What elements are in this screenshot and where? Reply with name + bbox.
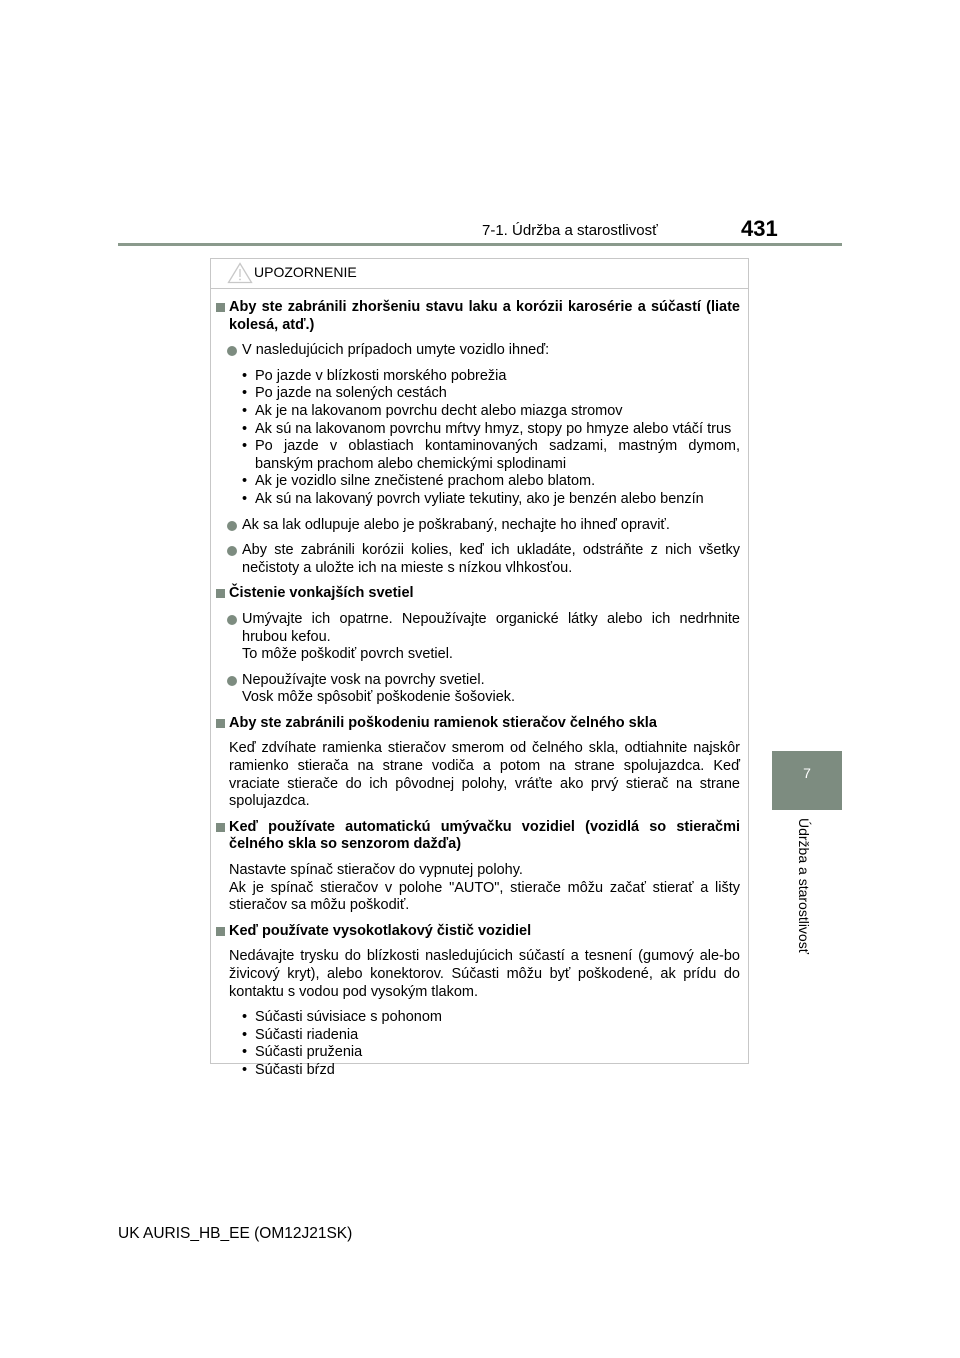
paragraph: Keď zdvíhate ramienka stieračov smerom od čelného skla, odtiahnite najskôr ramienko stierača na strane vodiča a potom na strane spolujazdca. Keď vraciate stierače do ich pôvodnej polohy, vráťte ako prvý stierač na strane spolujazdca.	[229, 740, 740, 810]
list-item: • Po jazde na solených cestách	[211, 385, 748, 403]
section-title: 7-1. Údržba a starostlivosť	[482, 222, 658, 239]
circle-bullet-icon	[227, 676, 237, 686]
circle-item: Nepoužívajte vosk na povrchy svetiel. Vosk môže spôsobiť poškodenie šošoviek.	[211, 672, 748, 707]
list-item: • Súčasti bŕzd	[211, 1062, 748, 1080]
circle-item: Ak sa lak odlupuje alebo je poškrabaný, nechajte ho ihneď opraviť.	[211, 517, 748, 535]
list-item: • Súčasti pruženia	[211, 1044, 748, 1062]
square-bullet-icon	[216, 823, 225, 832]
chapter-number: 7	[803, 765, 811, 781]
circle-item: Umývajte ich opatrne. Nepoužívajte organické látky alebo ich nedrhnite hrubou kefou. To môže poškodiť povrch svetiel.	[211, 611, 748, 664]
section-heading: Keď používate vysokotlakový čistič vozidiel	[211, 923, 748, 941]
square-bullet-icon	[216, 589, 225, 598]
bullet-list	[211, 1009, 748, 1079]
section-heading: Aby ste zabránili zhoršeniu stavu laku a korózii karosérie a súčastí (liate kolesá, atď.)	[211, 299, 748, 334]
circle-bullet-icon	[227, 546, 237, 556]
list-item: • Súčasti súvisiace s pohonom	[211, 1009, 748, 1027]
warning-header	[211, 259, 748, 289]
warning-content	[211, 299, 748, 1088]
warning-box	[210, 258, 749, 1078]
page-number: 431	[741, 216, 778, 241]
circle-bullet-icon	[227, 346, 237, 356]
header-divider	[118, 243, 842, 246]
square-bullet-icon	[216, 927, 225, 936]
square-bullet-icon	[216, 303, 225, 312]
warning-triangle-icon	[227, 262, 253, 284]
section-heading: Čistenie vonkajších svetiel	[211, 585, 748, 603]
list-item: • Ak sú na lakovaný povrch vyliate tekutiny, ako je benzén alebo benzín	[211, 491, 748, 509]
list-item: • Ak je vozidlo silne znečistené prachom alebo blatom.	[211, 473, 748, 491]
list-item: • Ak sú na lakovanom povrchu mŕtvy hmyz, stopy po hmyze alebo vtáčí trus	[211, 421, 748, 439]
chapter-tab	[772, 751, 842, 810]
square-bullet-icon	[216, 719, 225, 728]
list-item: • Po jazde v oblastiach kontaminovaných sadzami, mastným dymom, banským prachom alebo chemickými splodinami	[211, 438, 748, 473]
warning-title: UPOZORNENIE	[254, 264, 357, 280]
list-item: • Ak je na lakovanom povrchu decht alebo miazga stromov	[211, 403, 748, 421]
document-code: UK AURIS_HB_EE (OM12J21SK)	[118, 1225, 353, 1242]
paragraph: Nedávajte trysku do blízkosti nasledujúcich súčastí a tesnení (gumový ale-bo živicový kryt), alebo konektorov. Súčasti môžu byť poškodené, ak prídu do kontaktu s vodou pod vysokým tlakom.	[229, 948, 740, 1000]
section-heading: Aby ste zabránili poškodeniu ramienok stieračov čelného skla	[211, 715, 748, 733]
chapter-title: Údržba a starostlivosť	[796, 818, 812, 954]
circle-item: V nasledujúcich prípadoch umyte vozidlo ihneď:	[211, 342, 748, 360]
list-item: • Po jazde v blízkosti morského pobrežia	[211, 368, 748, 386]
list-item: • Súčasti riadenia	[211, 1027, 748, 1045]
circle-bullet-icon	[227, 615, 237, 625]
paragraph: Nastavte spínač stieračov do vypnutej polohy. Ak je spínač stieračov v polohe "AUTO", stierače môžu začať stierať a lišty stieračov sa môžu poškodiť.	[229, 862, 740, 914]
section-heading: Keď používate automatickú umývačku vozidiel (vozidlá so stieračmi čelného skla so senzorom dažďa)	[211, 819, 748, 854]
circle-item: Aby ste zabránili korózii kolies, keď ich ukladáte, odstráňte z nich všetky nečistoty a uložte ich na mieste s nízkou vlhkosťou.	[211, 542, 748, 577]
bullet-list	[211, 368, 748, 509]
circle-bullet-icon	[227, 521, 237, 531]
